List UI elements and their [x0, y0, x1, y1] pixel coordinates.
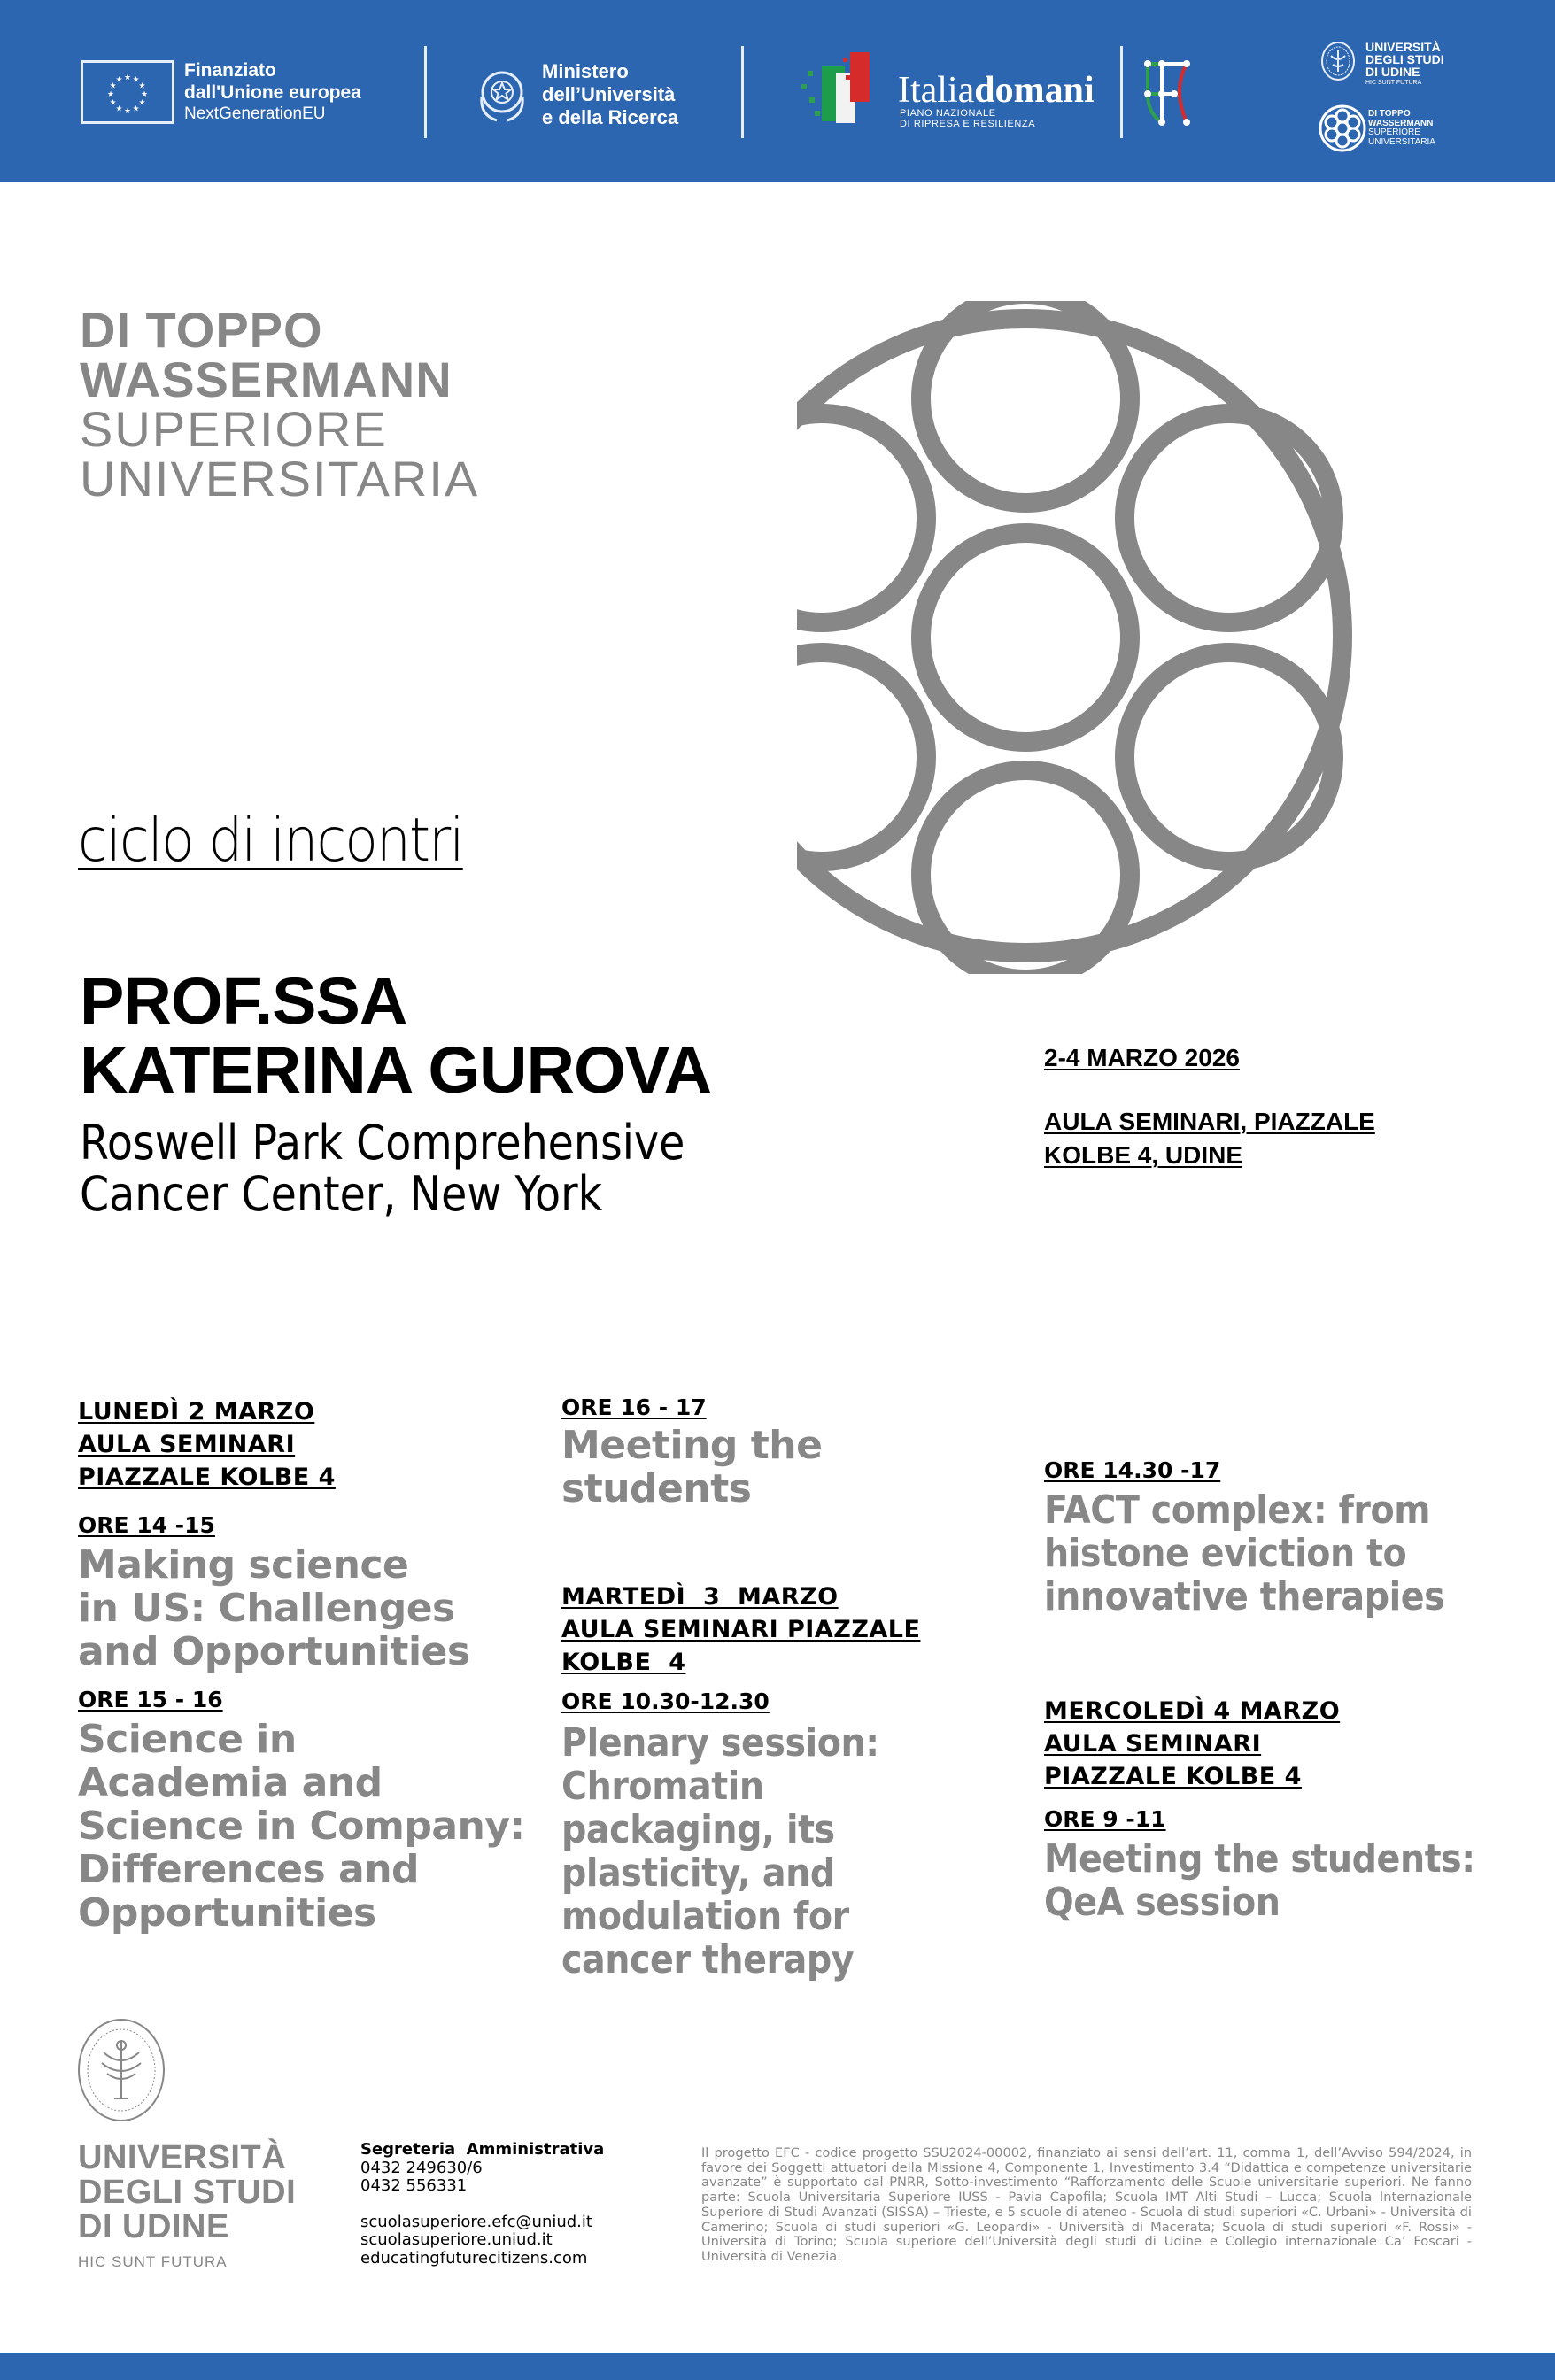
italiadomani-subtitle	[900, 108, 1035, 129]
session-title-line: Chromatin	[561, 1764, 764, 1809]
eu-funding-label	[184, 60, 361, 124]
session-title	[561, 1424, 1022, 1511]
affiliation-line1: Roswell Park Comprehensive	[80, 1115, 685, 1171]
logo-ring-upper-left	[797, 413, 926, 622]
italiadomani-brand-bold: domani	[974, 70, 1095, 111]
schedule-column-3	[1044, 1457, 1540, 1924]
session-title-line: innovative therapies	[1044, 1574, 1445, 1619]
session-title-line: Making science	[78, 1542, 409, 1588]
school-name-line1: DI TOPPO	[80, 302, 323, 358]
contact-website-link[interactable]: scuolasuperiore.uniud.it	[360, 2230, 553, 2249]
session-time: ORE 14 -15	[78, 1512, 215, 1538]
uniud-seal-small-icon	[1319, 40, 1357, 82]
uniud-small-label	[1365, 41, 1444, 89]
svg-text:★: ★	[132, 75, 140, 85]
uniud-motto: HIC SUNT FUTURA	[78, 2253, 228, 2270]
ministry-label	[542, 60, 678, 129]
contact-phone-2[interactable]: 0432 556331	[360, 2176, 468, 2195]
eu-line3: NextGenerationEU	[184, 104, 326, 123]
eu-flag-icon	[81, 60, 174, 124]
school-small-line4: UNIVERSITARIA	[1368, 136, 1435, 147]
ministry-line2: dell’Università	[542, 82, 676, 105]
contact-phone-1[interactable]: 0432 249630/6	[360, 2158, 483, 2177]
contact-email-link[interactable]: scuolasuperiore.efc@uniud.it	[360, 2212, 592, 2231]
footer-band	[0, 2353, 1555, 2380]
italiadomani-sub1: PIANO NAZIONALE	[900, 108, 996, 119]
italian-emblem-icon	[475, 62, 530, 126]
session-title-line: plasticity, and	[561, 1851, 835, 1896]
session-title	[78, 1718, 538, 1935]
eu-line2: dall'Unione europea	[184, 81, 361, 103]
speaker-title: PROF.SSA	[80, 964, 407, 1038]
session-time: ORE 16 - 17	[561, 1395, 707, 1420]
session-title-line: Differences and	[78, 1847, 420, 1892]
uniud-small-motto: HIC SUNT FUTURA	[1365, 80, 1422, 86]
svg-text:★: ★	[138, 98, 146, 108]
session-title-line: packaging, its	[561, 1807, 835, 1852]
svg-text:★: ★	[115, 104, 123, 114]
uniud-line3: DI UDINE	[78, 2208, 229, 2245]
school-small-line2: WASSERMANN	[1368, 118, 1434, 128]
school-small-line1: DI TOPPO	[1368, 109, 1411, 119]
schedule-column-2	[561, 1394, 1022, 1982]
svg-text:★: ★	[132, 104, 140, 114]
italiadomani-flag-icon	[797, 49, 886, 128]
session-title-line: Science in Company:	[78, 1804, 525, 1849]
contacts-block	[360, 2141, 604, 2268]
session-time: ORE 9 -11	[1044, 1806, 1166, 1832]
session-time: ORE 14.30 -17	[1044, 1457, 1221, 1483]
session-title-line: in US: Challenges	[78, 1586, 455, 1631]
logo-ring-center	[921, 533, 1130, 742]
funding-disclaimer: Il progetto EFC - codice progetto SSU2024-00002, finanziato ai sensi dell’art. 11, comma 1, dell’Avviso 594/2024, in favore dei Soggetti attuatori della Missione 4, Componente 1, Investimento 3.4 “Didattica e competenze universitarie avanzate” è supportato dal PNRR, Sotto-investimento “Rafforzamento delle Scuole universitarie superiori. Ne fanno parte: Scuola Universitaria Superiore IUSS - Pavia Capofila; Scuola IMT Alti Studi – Lucca; Scuola Internazionale Superiore di Studi Avanzati (SISSA) – Trieste, e 5 scuole di ateneo - Scuola di studi superiori «C. Urbani» - Università di Camerino; Scuola di studi superiori «G. Leopardi» - Università di Macerata; Scuola di studi superiori «F. Rossi» - Università di Torino; Scuola superiore dell’Università degli studi di Udine e Collegio internazionale Ca’ Foscari - Università di Venezia.	[701, 2145, 1472, 2264]
ministry-line3: e della Ricerca	[542, 105, 679, 128]
efc-logo-icon	[1142, 55, 1195, 128]
day3-date: MERCOLEDÌ 4 MARZO	[1044, 1697, 1341, 1725]
logo-ring-upper-right	[1125, 413, 1334, 622]
svg-text:★: ★	[140, 90, 149, 99]
svg-text:★: ★	[106, 90, 115, 99]
session-title-line: Plenary session:	[561, 1720, 879, 1766]
svg-text:★: ★	[109, 98, 117, 108]
svg-text:★: ★	[123, 107, 132, 116]
day2-date: MARTEDÌ 3 MARZO	[561, 1583, 839, 1611]
day2-address: KOLBE 4	[561, 1649, 686, 1676]
session-title-line: modulation for	[561, 1894, 849, 1939]
school-name-line4: UNIVERSITARIA	[80, 451, 480, 506]
school-small-label	[1368, 110, 1435, 147]
contact-website-link-2[interactable]: educatingfuturecitizens.com	[360, 2248, 588, 2268]
event-venue-line2: KOLBE 4, UDINE	[1044, 1141, 1243, 1169]
contacts-title: Segreteria Amministrativa	[360, 2140, 605, 2159]
series-label: ciclo di incontri	[78, 806, 463, 876]
school-logo-small-icon	[1318, 104, 1367, 153]
divider	[1120, 46, 1123, 138]
svg-text:★: ★	[138, 81, 146, 91]
uniud-wordmark	[78, 2141, 296, 2273]
svg-text:★: ★	[109, 81, 117, 91]
session-title-line: QeA session	[1044, 1880, 1280, 1925]
event-info	[1044, 1041, 1375, 1172]
session-title-line: FACT complex: from	[1044, 1488, 1431, 1533]
session-title	[1044, 1488, 1490, 1619]
speaker-name	[80, 964, 711, 1107]
funding-header-band	[0, 0, 1555, 182]
day3-room: AULA SEMINARI	[1044, 1730, 1262, 1758]
italiadomani-wordmark	[898, 71, 1095, 110]
speaker-affiliation	[80, 1117, 685, 1220]
session-title-line: cancer therapy	[561, 1937, 855, 1982]
svg-text:★: ★	[123, 73, 132, 82]
day1-date: LUNEDÌ 2 MARZO	[78, 1398, 315, 1426]
session-title-line: Academia and	[78, 1760, 383, 1805]
speaker-full-name: KATERINA GUROVA	[80, 1033, 711, 1107]
uniud-small-line2: DEGLI STUDI	[1365, 52, 1444, 66]
day2-room: AULA SEMINARI PIAZZALE	[561, 1616, 921, 1643]
session-title	[78, 1543, 538, 1673]
session-time: ORE 10.30-12.30	[561, 1688, 770, 1714]
logo-ring-lower-right	[1125, 653, 1334, 862]
school-name-line3: SUPERIORE	[80, 401, 388, 457]
session-title-line: Meeting the students:	[1044, 1836, 1475, 1882]
school-name-line2: WASSERMANN	[80, 352, 453, 407]
session-title	[561, 1721, 976, 1982]
day3-address: PIAZZALE KOLBE 4	[1044, 1763, 1302, 1790]
affiliation-line2: Cancer Center, New York	[80, 1166, 603, 1222]
ministry-line1: Ministero	[542, 60, 629, 82]
uniud-seal-icon	[77, 2017, 166, 2123]
italiadomani-sub2: DI RIPRESA E RESILIENZA	[900, 119, 1036, 129]
school-small-line3: SUPERIORE	[1368, 128, 1420, 137]
logo-ring-lower-left	[797, 653, 926, 862]
session-title-line: histone eviction to	[1044, 1531, 1407, 1576]
eu-line1: Finanziato	[184, 60, 276, 81]
divider	[424, 46, 427, 138]
svg-text:★: ★	[115, 75, 123, 85]
uniud-line1: UNIVERSITÀ	[78, 2139, 287, 2176]
session-time: ORE 15 - 16	[78, 1687, 223, 1712]
divider	[741, 46, 744, 138]
session-title	[1044, 1837, 1490, 1924]
italiadomani-brand-light: Italia	[898, 70, 975, 111]
uniud-small-line1: UNIVERSITÀ	[1365, 40, 1441, 54]
school-logo-large	[797, 301, 1470, 974]
session-title-line: Meeting the students	[561, 1423, 823, 1511]
logo-ring-top	[921, 301, 1130, 503]
session-title-line: and Opportunities	[78, 1629, 470, 1674]
schedule-day1	[78, 1395, 538, 1935]
event-venue-line1: AULA SEMINARI, PIAZZALE	[1044, 1108, 1375, 1135]
day1-address: PIAZZALE KOLBE 4	[78, 1464, 336, 1491]
uniud-small-line3: DI UDINE	[1365, 65, 1420, 79]
day1-room: AULA SEMINARI	[78, 1431, 296, 1458]
uniud-line2: DEGLI STUDI	[78, 2174, 297, 2211]
session-title-line: Science in	[78, 1717, 297, 1762]
event-dates: 2-4 MARZO 2026	[1044, 1044, 1240, 1071]
school-name	[80, 302, 480, 506]
session-title-line: Opportunities	[78, 1890, 376, 1936]
